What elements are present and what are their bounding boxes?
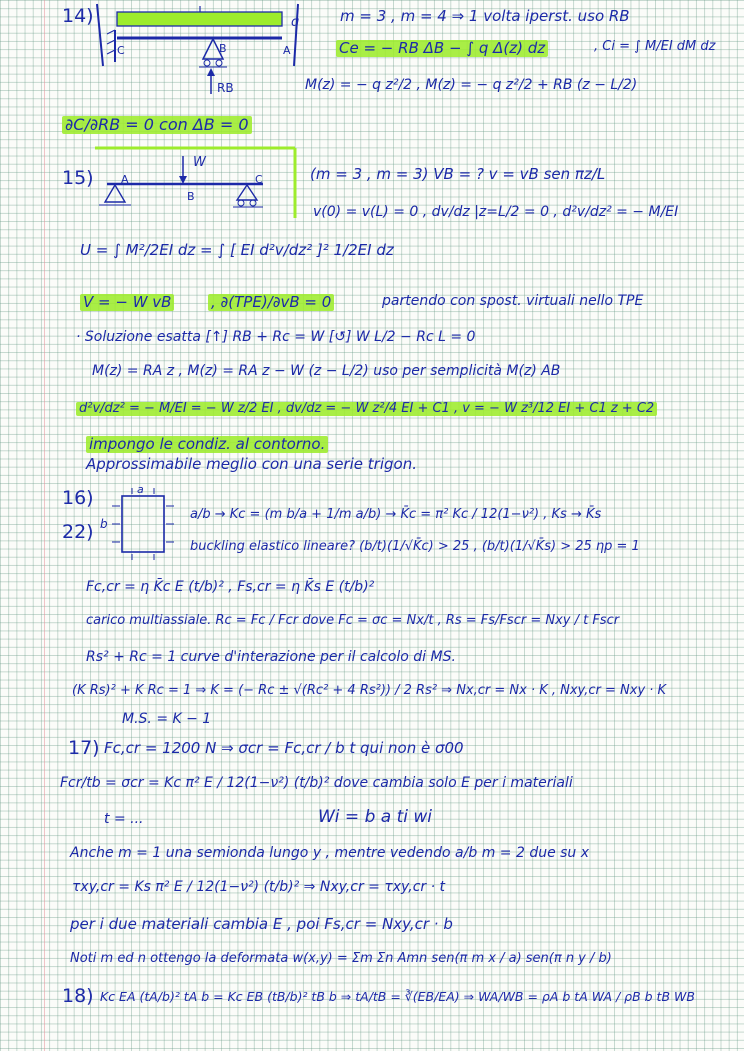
note-line: Fcr/tb = σcr = Kc π² E / 12(1−ν²) (t/b)² dove cambia solo E per i materiali [60,775,573,791]
node-label-b: B [219,42,227,55]
node-label-b: B [187,190,195,203]
note-line: a/b → Kc = (m b/a + 1/m a/b) → K̄c = π² Kc / 12(1−ν²) , Ks → K̄s [190,507,602,522]
note-line-highlighted: impongo le condiz. al contorno. [86,436,328,453]
note-line: , Ci = ∫ M/EI dM dz [594,39,716,54]
panel-sketch [100,483,190,562]
note-line: M(z) = RA z , M(z) = RA z − W (z − L/2) uso per semplicità M(z) AB [92,363,561,379]
note-line: Approssimabile meglio con una serie trigon. [86,455,417,473]
note-line: · Soluzione esatta [↑] RB + Rc = W [↺] W L/2 − Rc L = 0 [76,329,476,345]
node-label-c: C [255,173,263,186]
dim-label-b: b [100,517,108,531]
node-label-a: A [283,44,291,57]
note-line: v(0) = v(L) = 0 , dv/dz |z=L/2 = 0 , d²v/dz² = − M/EI [313,204,679,220]
note-line-highlighted: d²v/dz² = − M/EI = − W z/2 EI , dv/dz = − W z²/4 EI + C1 , v = − W z³/12 EI + C1 z + C2 [76,402,657,416]
problem-number: 22) [62,521,94,543]
note-line-highlighted: ∂C/∂RB = 0 con ΔB = 0 [62,116,252,134]
note-line: carico multiassiale. Rc = Fc / Fcr dove Fc = σc = Nx/t , Rs = Fs/Fscr = Nxy / t Fscr [86,613,620,628]
note-line: m = 3 , m = 4 ⇒ 1 volta iperst. uso RB [340,7,630,25]
note-line: (K Rs)² + K Rc = 1 ⇒ K = (− Rc ± √(Rc² + 4 Rs²)) / 2 Rs² ⇒ Nx,cr = Nx · K , Nxy,cr = Nxy · K [72,683,667,698]
load-label: q [291,15,300,30]
note-line: Fc,cr = 1200 N ⇒ σcr = Fc,cr / b t qui non è σ00 [104,739,464,757]
node-label-c: C [117,44,125,57]
problem-number: 18) [62,985,94,1007]
note-line: Wi = b a ti wi [318,807,433,827]
note-line: Noti m ed n ottengo la deformata w(x,y) = Σm Σn Amn sen(π m x / a) sen(π n y / b) [70,951,612,966]
note-line: M(z) = − q z²/2 , M(z) = − q z²/2 + RB (z − L/2) [305,77,638,93]
note-line: U = ∫ M²/2EI dz = ∫ [ EI d²v/dz² ]² 1/2EI dz [80,241,394,259]
problem-number: 14) [62,5,94,27]
node-label-a: A [121,173,129,186]
note-line: Kc EA (tA/b)² tA b = Kc EB (tB/b)² tB b ⇒ tA/tB = ∛(EB/EA) ⇒ WA/WB = ρA b tA WA / ρB b tB WB [100,989,695,1004]
problem-number: 16) [62,487,94,509]
dim-label-a: a [137,483,144,496]
margin-line [44,0,45,1051]
load-label-w: W [193,155,206,170]
note-line: Fc,cr = η K̄c E (t/b)² , Fs,cr = η K̄s E (t/b)² [86,579,375,595]
beam-sketch-15 [95,148,305,220]
note-line: Rs² + Rc = 1 curve d'interazione per il calcolo di MS. [86,649,456,665]
beam-sketch-14 [95,4,310,96]
note-line: (m = 3 , m = 3) VB = ? v = vB sen πz/L [310,165,606,183]
note-line: τxy,cr = Ks π² E / 12(1−ν²) (t/b)² ⇒ Nxy,cr = τxy,cr · t [72,879,445,895]
note-line: buckling elastico lineare? (b/t)(1/√K̄c) > 25 , (b/t)(1/√K̄s) > 25 ηp = 1 [190,539,640,554]
problem-number: 15) [62,167,94,189]
note-line: M.S. = K − 1 [122,711,212,727]
note-line: partendo con spost. virtuali nello TPE [382,293,644,309]
problem-number: 17) [68,737,100,759]
reaction-label: RB [217,81,234,95]
note-line-highlighted: V = − W vB [80,294,174,311]
note-line: per i due materiali cambia E , poi Fs,cr = Nxy,cr · b [70,915,453,933]
note-line-highlighted: , ∂(TPE)/∂vB = 0 [208,294,334,311]
note-line-highlighted: Ce = − RB ΔB − ∫ q Δ(z) dz [336,40,548,57]
note-line: t = ... [104,811,144,827]
note-line: Anche m = 1 una semionda lungo y , mentre vedendo a/b m = 2 due su x [70,845,590,861]
